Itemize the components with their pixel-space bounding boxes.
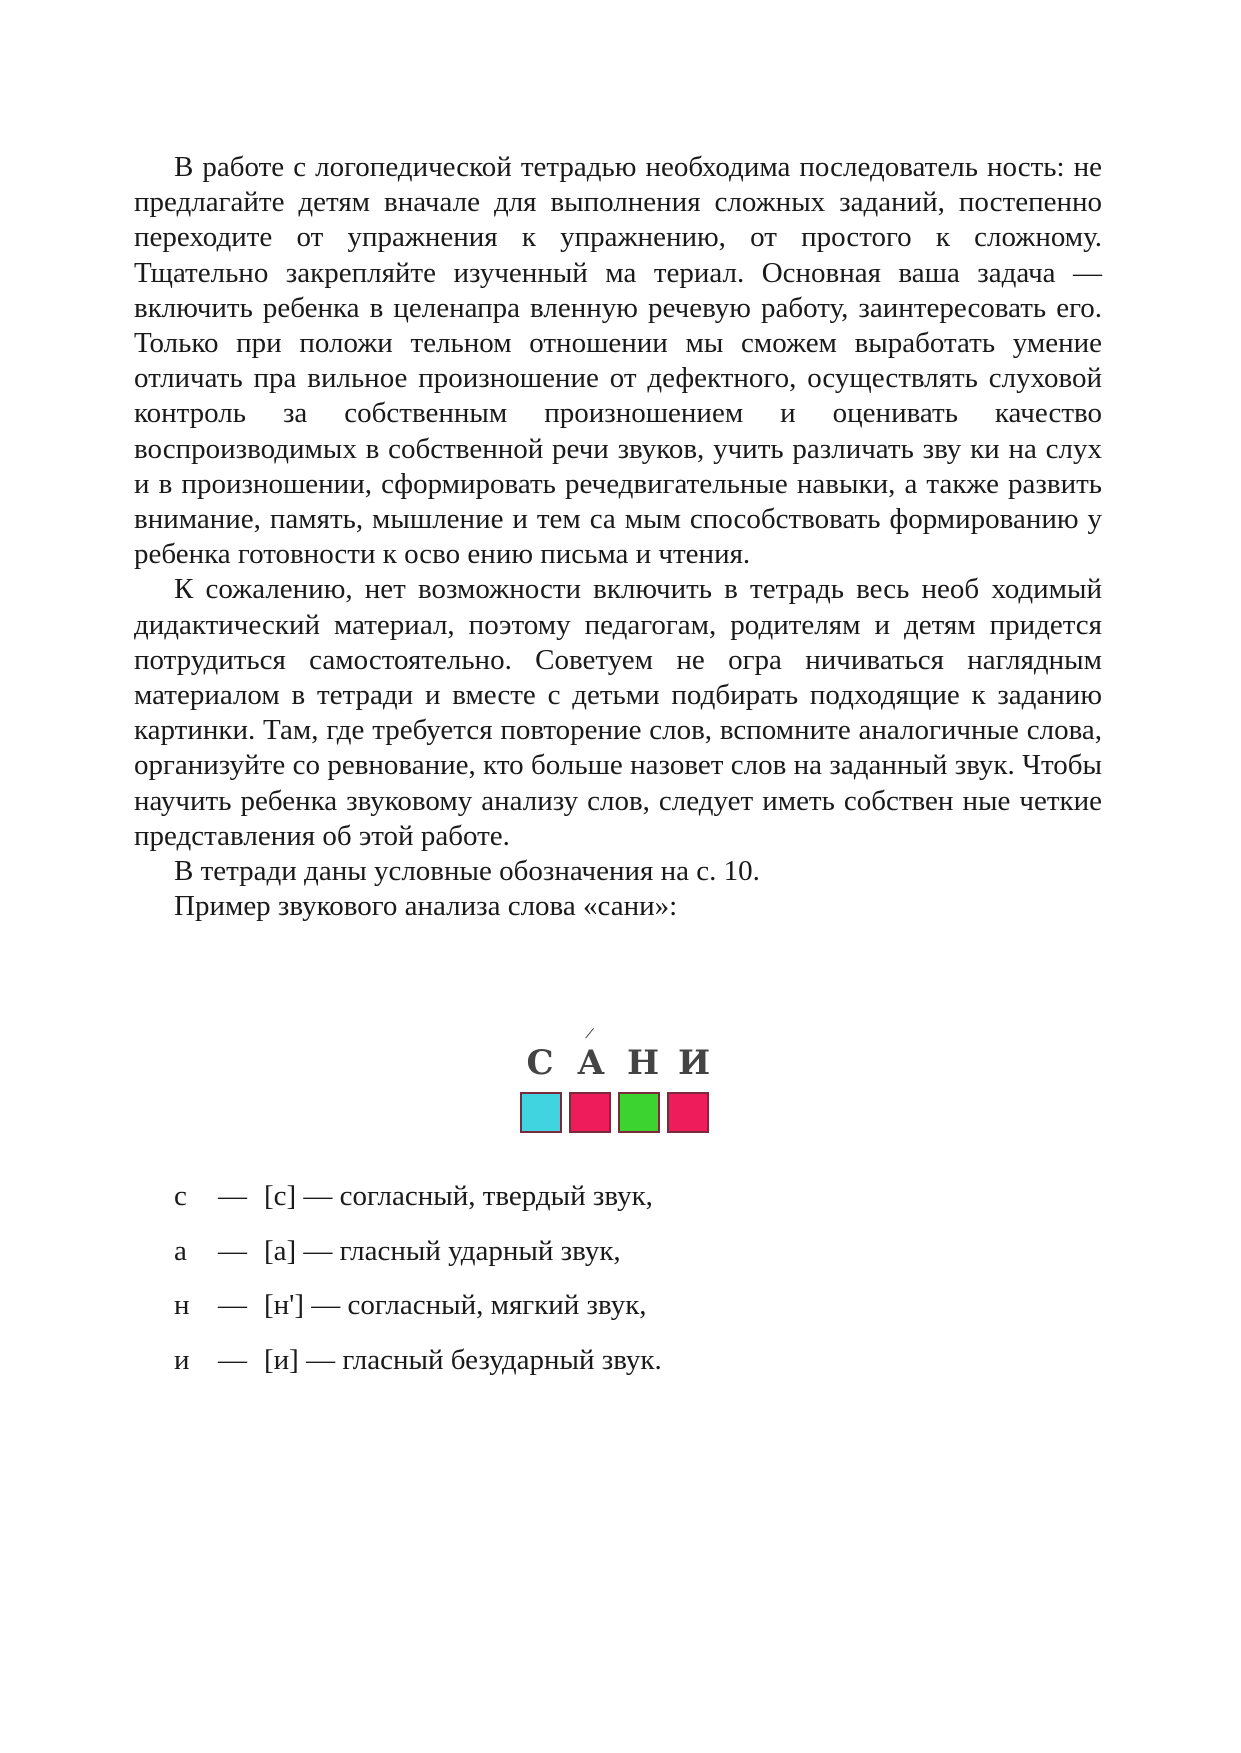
p1-line: тельном отношении мы сможем выработать умение отличать пра xyxy=(134,327,1103,395)
p2-line: научить ребенка звуковому анализу слов, следует иметь собствен xyxy=(134,784,954,817)
analysis-letter: с xyxy=(174,1180,187,1212)
scheme-letter: С xyxy=(526,1043,554,1083)
p1-line: ки на слух и в произношении, сформировать речедвигательные xyxy=(134,432,1103,500)
p2-line: подбирать подходящие к заданию картинки. Там, где требуется xyxy=(134,679,1102,747)
p1-line: навыки, а также развить внимание, память, мышление и тем са xyxy=(134,467,1102,536)
paragraph-4: Пример звукового анализа слова «сани»: xyxy=(174,890,678,923)
analysis-description: [с] — согласный, твердый звук, xyxy=(264,1180,653,1212)
p2-line: ходимый дидактический материал, поэтому педагогам, родителям xyxy=(134,573,1103,641)
p2-line: и детям придется потрудиться самостоятельно. Советуем не огра xyxy=(134,608,1103,676)
paragraph-1 xyxy=(134,150,1102,572)
p1-line: вильное произношение от дефектного, осуществлять слуховой xyxy=(307,362,1102,395)
p1-line: ению письма и чтения. xyxy=(467,538,751,571)
p1-line: воспроизводимых в собственной речи звуков, учить различать зву xyxy=(134,432,962,465)
scheme-squares xyxy=(520,1092,720,1134)
p2-line: ревнование, кто больше назовет слов на заданный звук. Чтобы xyxy=(327,749,1103,782)
analysis-dash: — xyxy=(218,1180,247,1212)
analysis-dash: — xyxy=(218,1234,247,1267)
analysis-letter: н xyxy=(174,1289,190,1321)
sound-square-consonant-hard xyxy=(520,1092,562,1133)
p2-line: К сожалению, нет возможности включить в тетрадь весь необ xyxy=(174,573,980,606)
analysis-dash: — xyxy=(218,1343,247,1376)
scheme-letter-stressed: А xyxy=(577,1043,605,1083)
sound-square-consonant-soft xyxy=(618,1092,660,1133)
p1-line: мым способствовать формированию у ребенка готовности к осво xyxy=(134,503,1103,571)
p1-line: териал. Основная ваша задача — включить ребенка в целенапра xyxy=(134,256,1103,324)
sound-scheme-sani xyxy=(520,1022,720,1133)
analysis-letter: и xyxy=(174,1343,190,1376)
analysis-letter: а xyxy=(174,1234,187,1267)
p2-line: повторение слов, вспомните аналогичные слова, организуйте со xyxy=(134,714,1102,782)
scheme-letter: Н xyxy=(626,1043,660,1083)
paragraph-3: В тетради даны условные обозначения на с. 10. xyxy=(174,855,760,888)
p2-line: ничиваться наглядным материалом в тетради и вместе с детьми xyxy=(134,643,1103,712)
analysis-description: [н'] — согласный, мягкий звук, xyxy=(264,1289,647,1321)
body-text xyxy=(134,150,1102,924)
p1-line: контроль за собственным произношением и оценивать качество xyxy=(134,397,1102,430)
p1-line: вленную речевую работу, заинтересовать его. Только при положи xyxy=(134,291,1102,360)
scheme-letter: И xyxy=(677,1043,711,1083)
analysis-description: [и] — гласный безударный звук. xyxy=(264,1343,662,1376)
p1-line: заданий, постепенно переходите от упражнения к упражнению, xyxy=(134,186,1102,254)
sound-square-vowel xyxy=(667,1092,709,1133)
stress-mark-icon: / xyxy=(583,1022,596,1044)
p2-line: ные четкие представления об этой работе. xyxy=(134,784,1102,852)
scheme-letters xyxy=(520,1022,720,1085)
p1-line: В работе с логопедической тетрадью необходима последователь xyxy=(174,151,978,183)
p1-line: от простого к сложному. Тщательно закрепляйте изученный ма xyxy=(134,221,1102,289)
analysis-description: [а] — гласный ударный звук, xyxy=(264,1234,621,1267)
p1-line: ность: не предлагайте детям вначале для выполнения сложных xyxy=(134,151,1102,219)
paragraph-2 xyxy=(134,572,1102,854)
sound-square-vowel xyxy=(569,1092,611,1133)
analysis-dash: — xyxy=(218,1289,247,1321)
